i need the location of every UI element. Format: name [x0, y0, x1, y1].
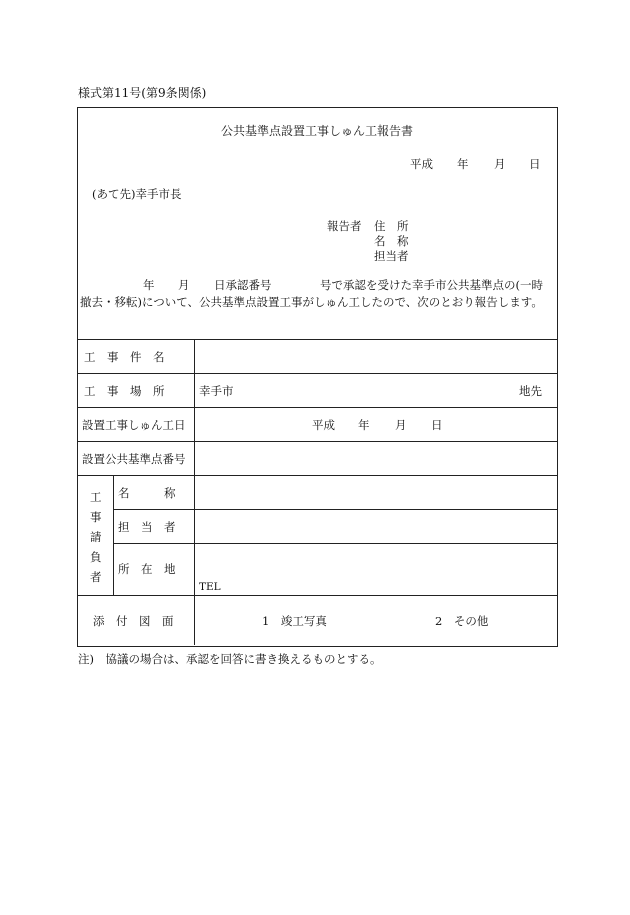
work-place-label: 工 事 場 所 — [84, 384, 165, 398]
work-place-suffix: 地先 — [519, 384, 542, 398]
attachments-label: 添 付 図 面 — [93, 614, 174, 628]
work-name-field[interactable] — [196, 341, 554, 371]
tel-label: TEL — [199, 581, 221, 593]
form-id: 様式第11号(第9条関係) — [78, 86, 207, 100]
date-month: 月 — [494, 157, 506, 171]
point-number-field[interactable] — [196, 443, 554, 473]
body-continuation: 撤去・移転)について、公共基準点設置工事がしゅん工したので、次のとおり報告します。 — [80, 295, 543, 309]
date-day: 日 — [529, 157, 541, 171]
row-divider — [77, 373, 557, 374]
date-era: 平成 — [410, 157, 433, 171]
row-divider — [77, 339, 557, 340]
body-year: 年 — [143, 278, 155, 292]
contractor-label-char: 者 — [90, 570, 102, 584]
point-number-label: 設置公共基準点番号 — [82, 452, 186, 466]
body-number-suffix: 号で承認を受けた幸手市公共基準点の(一時 — [320, 278, 543, 292]
completion-year: 年 — [358, 418, 370, 432]
row-divider — [77, 407, 557, 408]
column-divider — [194, 339, 195, 645]
contractor-label-char: 事 — [90, 510, 102, 524]
row-divider — [113, 543, 557, 544]
work-place-city: 幸手市 — [199, 384, 234, 398]
body-approval-number: 日承認番号 — [214, 278, 272, 292]
work-name-label: 工 事 件 名 — [84, 350, 165, 364]
attachment-photo: 1 竣工写真 — [262, 614, 327, 628]
contractor-name-label: 名 称 — [118, 486, 176, 500]
date-year: 年 — [457, 157, 469, 171]
contractor-label-char: 工 — [90, 490, 102, 504]
form-title: 公共基準点設置工事しゅん工報告書 — [220, 124, 413, 138]
row-divider — [77, 475, 557, 476]
reporter-name-label: 名 称 — [374, 234, 409, 248]
reporter-address-label: 住 所 — [374, 219, 409, 233]
column-divider — [113, 475, 114, 595]
row-divider — [113, 509, 557, 510]
row-divider — [77, 595, 557, 596]
contractor-address-label: 所 在 地 — [118, 562, 176, 576]
footnote: 注) 協議の場合は、承認を回答に書き換えるものとする。 — [78, 652, 382, 666]
reporter-person-label: 担当者 — [374, 249, 409, 263]
contractor-person-label: 担 当 者 — [118, 520, 176, 534]
contractor-label-char: 請 — [90, 530, 102, 544]
body-month: 月 — [178, 278, 190, 292]
completion-era: 平成 — [312, 418, 335, 432]
row-divider — [77, 441, 557, 442]
attachment-other: 2 その他 — [435, 614, 489, 628]
addressee: (あて先)幸手市長 — [92, 187, 182, 201]
completion-month: 月 — [395, 418, 407, 432]
reporter-label: 報告者 — [327, 219, 362, 233]
completion-date-label: 設置工事しゅん工日 — [82, 418, 186, 432]
contractor-label-char: 負 — [90, 550, 102, 564]
completion-day: 日 — [431, 418, 443, 432]
